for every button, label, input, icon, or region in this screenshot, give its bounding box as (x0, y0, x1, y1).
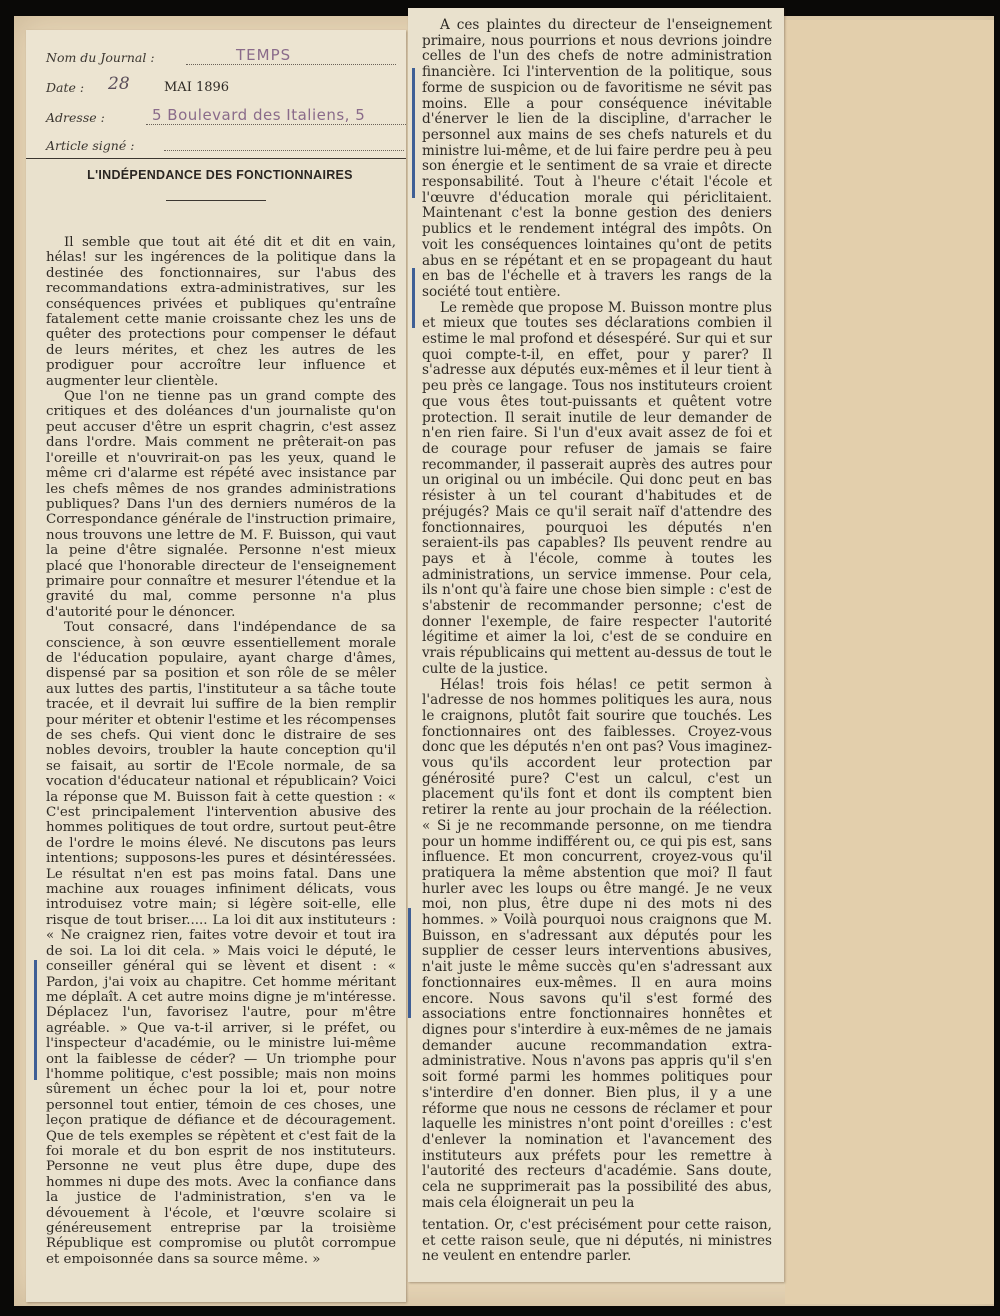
address-row (46, 106, 366, 125)
date-row (46, 74, 230, 95)
address-value: 5 Boulevard des Italiens, 5 (152, 106, 366, 124)
paragraph: Il semble que tout ait été dit et dit en vain, hélas! sur les ingérences de la politique dans la destinée des fonctionnaires, sur l'abus des recommandations extra-administratives, sur les conséquences privées et publiques qu'entraîne fatalement cette manie croissante chez les uns de quêter des protections pour compenser le défaut de leurs mérites, et chez les autres de les prodiguer pour accroître leur influence et augmenter leur clientèle. (46, 235, 396, 389)
clipping-right-column (408, 8, 784, 1282)
backing-sheet-right-margin (785, 20, 994, 1304)
paragraph-tail: tentation. Or, c'est précisément pour cette raison, et cette raison seule, que ni députés, ni ministres ne veulent en entendre parler. (422, 1217, 772, 1265)
paragraph: Tout consacré, dans l'indépendance de sa conscience, à son œuvre essentiellement morale de l'éducation populaire, ayant charge d'âmes, dispensé par sa position et son rôle de se mêler aux luttes des partis, l'instituteur a sa tâche toute tracée, et il devrait lui suffire de la bien remplir pour mériter et obtenir l'estime et les récompenses de ses chefs. Qui vient donc le distraire de ses nobles devoirs, troubler la haute conception qu'il se faisait, au sortir de l'Ecole normale, de sa vocation d'éducateur national et républicain? Voici la réponse que M. Buisson fait à cette question : « C'est principalement l'intervention abusive des hommes politiques de tout ordre, surtout peut-être de l'ordre le moins élevé. Ne discutons pas leurs intentions; supposons-les pures et désintéressées. Le résultat n'en est pas moins fatal. Dans une machine aux rouages infiniment délicats, vous introduisez votre main; si légère soit-elle, elle risque de tout briser..... La loi dit aux instituteurs : « Ne craignez rien, faites votre devoir et tout ira de soi. La loi dit cela. » Mais voici le député, le conseiller général qui se lèvent et disent : « Pardon, j'ai voix au chapitre. Cet homme méritant me déplaît. A cet autre moins digne je m'intéresse. Déplacez l'un, favorisez l'autre, pour m'être agréable. » Que va-t-il arriver, si le préfet, ou l'inspecteur d'académie, ou le ministre lui-même ont la faiblesse de céder? — Un triomphe pour l'homme politique, c'est possible; mais non moins sûrement un échec pour la loi et, pour notre personnel tout entier, témoin de ces choses, une leçon pratique de défiance et de découragement. Que de tels exemples se répètent et c'est fait de la foi morale et du bon esprit de nos instituteurs. Personne ne veut plus être dupe, dupe des hommes ni dupe des mots. Avec la confiance dans la justice de l'administration, s'en va le dévouement à l'école, et l'œuvre scolaire si généreusement entreprise par la troisième République est compromise ou plutôt corrompue et empoisonnée dans sa source même. » (46, 620, 396, 1267)
journal-row (46, 46, 292, 65)
paragraph: Hélas! trois fois hélas! ce petit sermon à l'adresse de nos hommes politiques les aura, nous le craignons, plutôt fait sourire que touchés. Les fonctionnaires ont des faiblesses. Croyez-vous donc que les députés n'en ont pas? Vous imaginez-vous qu'ils accordent leur protection par générosité pure? C'est un calcul, c'est un placement qu'ils font et dont ils comptent bien retirer la rente au jour prochain de la réélection. « Si je ne recommande personne, on me tiendra pour un homme indifférent ou, ce qui pis est, sans influence. Et mon concurrent, croyez-vous qu'il pratiquera la même abstention que moi? Il faut hurler avec les loups ou être mangé. Je ne veux moi, non plus, être dupe ni des mots ni des hommes. » Voilà pourquoi nous craignons que M. Buisson, en s'adressant aux députés pour les supplier de cesser leurs interventions abusives, n'ait juste le même succès qu'en s'adressant aux fonctionnaires eux-mêmes. Il en aura moins encore. Nous savons qu'il s'est formé des associations entre fonctionnaires honnêtes et dignes pour s'interdire à eux-mêmes de ne jamais demander aucune recommandation extra-administrative. Nous n'avons pas appris qu'il s'en soit formé parmi les hommes politiques pour s'interdire d'en donner. Bien plus, il y a une réforme que nous ne cessons de réclamer et pour laquelle les ministres n'ont point d'oreilles : c'est d'enlever la nomination et l'avancement des instituteurs aux préfets pour les remettre à l'autorité des recteurs d'académie. Sans doute, cela ne supprimerait pas la possibilité des abus, mais cela éloignerait un peu la (422, 676, 772, 1211)
paragraph: A ces plaintes du directeur de l'enseignement primaire, nous pourrions et nous devrions joindre celles de l'un des chefs de notre administration financière. Ici l'intervention de la politique, sous forme de suspicion ou de favoritisme ne sévit pas moins. Elle a pour conséquence inévitable d'énerver le lien de la discipline, d'arracher le personnel aux mains de ses chefs naturels et du ministre lui-même, et de lui faire perdre peu à peu son énergie et le sentiment de sa vraie et directe responsabilité. Tout à l'heure c'était l'école et l'œuvre d'éducation morale qui périclitaient. Maintenant c'est la bonne gestion des deniers publics et le rendement intégral des impôts. On voit les conséquences lointaines qu'ont de petits abus en se répétant et en se propageant du haut en bas de l'échelle et à travers les rangs de la société tout entière. (422, 17, 772, 300)
blue-pencil-mark (412, 68, 415, 198)
address-label: Adresse : (46, 110, 105, 125)
date-day: 28 (108, 74, 130, 94)
paragraph: Que l'on ne tienne pas un grand compte des critiques et des doléances d'un journaliste qu'on peut accuser d'être un esprit chagrin, c'est assez dans l'ordre. Mais comment ne prêterait-on pas l'oreille et n'ouvrirait-on pas les yeux, quand le même cri d'alarme est répété avec insistance par les chefs mêmes de nos grandes administrations publiques? Dans l'un des derniers numéros de la Correspondance générale de l'instruction primaire, nous trouvons une lettre de M. F. Buisson, qui vaut la peine d'être signalée. Personne n'est mieux placé que l'honorable directeur de l'enseignement primaire pour connaître et mesurer l'étendue et la gravité du mal, comme personne n'a plus d'autorité pour le dénoncer. (46, 389, 396, 620)
signed-row (46, 138, 134, 153)
journal-value: TEMPS (236, 46, 292, 64)
journal-label: Nom du Journal : (46, 50, 155, 65)
signed-dots (164, 150, 404, 151)
clipping-left-column (26, 30, 406, 1302)
paragraph: Le remède que propose M. Buisson montre plus et mieux que toutes ses déclarations combien il estime le mal profond et désespéré. Sur qui et sur quoi compte-t-il, en effet, pour y parer? Il s'adresse aux députés eux-mêmes et il leur tient à peu près ce langage. Tous nos instituteurs croient que vous êtes tout-puissants et quêtent votre protection. Il serait inutile de leur demander de n'en rien faire. Si l'un d'eux avait assez de foi et de courage pour refuser de jamais se faire recommander, il passerait auprès des autres pour un original ou un imbécile. Qui donc peut en bas résister à un tel courant d'habitudes et de préjugés? Mais ce qu'il serait naïf d'attendre des fonctionnaires, pourquoi les députés n'en seraient-ils pas capables? Ils peuvent rendre au pays et à l'école, comme à toutes les administrations, un service immense. Pour cela, ils n'ont qu'à faire une chose bien simple : c'est de s'abstenir de recommander personne; c'est de donner l'exemple, de faire respecter l'autorité légitime et aimer la loi, c'est de se conduire en vrais républicains qui mettent au-dessus de tout le culte de la justice. (422, 299, 772, 677)
tail-text-block (422, 1218, 772, 1265)
header-rule (26, 158, 406, 159)
blue-pencil-mark (412, 268, 415, 328)
press-header (26, 30, 406, 160)
title-rule (166, 200, 266, 201)
date-month-year: MAI 1896 (164, 80, 230, 95)
blue-pencil-mark (34, 960, 37, 1080)
journal-dots (186, 64, 396, 65)
clipping-tail (408, 1218, 784, 1278)
left-column-text (46, 235, 396, 1267)
signed-label: Article signé : (46, 138, 135, 153)
address-dots (146, 124, 406, 125)
date-label: Date : (46, 80, 85, 95)
right-column-text (422, 18, 772, 1211)
article-title: L'INDÉPENDANCE DES FONCTIONNAIRES (87, 168, 353, 182)
blue-pencil-mark (408, 908, 411, 1018)
